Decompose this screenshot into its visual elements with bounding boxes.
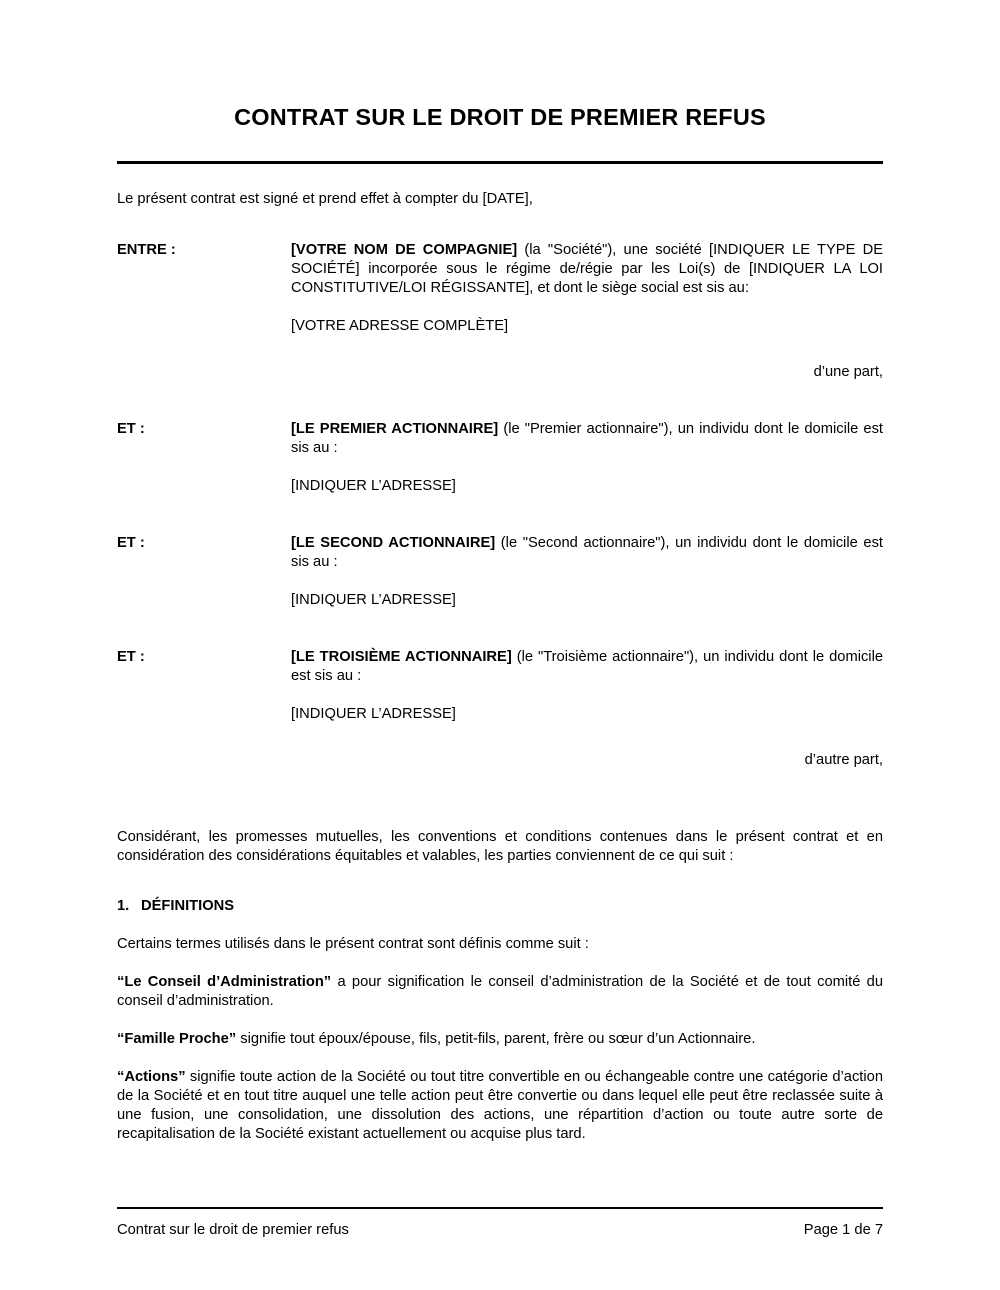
first-shareholder-description-text: (le "Premier actionnaire"), un individu dont le domicile est sis au : (291, 421, 883, 457)
party-description-company (291, 241, 883, 298)
definition-text: a pour signification le conseil d’administration de la Société et de tout comité du conseil d’administration. (117, 974, 883, 1010)
second-shareholder-address-placeholder: [INDIQUER L’ADRESSE] (291, 592, 456, 609)
second-shareholder-description-text: (le "Second actionnaire"), un individu dont le domicile est sis au : (291, 535, 883, 571)
party-block-second-shareholder (117, 534, 883, 610)
parties-section (117, 241, 883, 770)
definition-text: signifie toute action de la Société ou tout titre convertible en ou échangeable contre une catégorie d’action de la Société et en tout titre auquel une telle action peut être convertie ou dans lequel elle peut être reclassée suite à une fusion, une consolidation, une dissolution des actions, une répartition d’action ou toute autre sorte de recapitalisation de la Société existant actuellement ou acquise plus tard. (117, 1069, 883, 1143)
party-block-company (117, 241, 883, 382)
company-address-placeholder: [VOTRE ADRESSE COMPLÈTE] (291, 318, 509, 335)
party-block-third-shareholder (117, 648, 883, 770)
party-block-first-shareholder (117, 420, 883, 496)
footer-page-number: Page 1 de 7 (803, 1221, 883, 1238)
first-shareholder-address-placeholder: [INDIQUER L’ADRESSE] (291, 478, 456, 495)
footer-row (117, 1209, 883, 1240)
party-side-une-part: d’une part, (813, 364, 883, 381)
definition-term: “Actions” (117, 1069, 186, 1086)
definition-term: “Le Conseil d’Administration” (117, 974, 332, 991)
party-label-et-second: ET : (117, 535, 145, 552)
party-description-first-shareholder (291, 420, 883, 458)
second-shareholder-name-placeholder: [LE SECOND ACTIONNAIRE] (291, 535, 496, 552)
party-label-entre: ENTRE : (117, 242, 176, 259)
party-label-et-first: ET : (117, 421, 145, 438)
definition-actions (117, 1068, 883, 1144)
footer-document-name: Contrat sur le droit de premier refus (117, 1221, 349, 1238)
section-heading-definitions (117, 897, 883, 916)
section-number: 1. (117, 898, 130, 915)
definition-conseil-administration (117, 973, 883, 1011)
definition-text: signifie tout époux/épouse, fils, petit-fils, parent, frère ou sœur d’un Actionnaire. (236, 1031, 756, 1048)
third-shareholder-address-placeholder: [INDIQUER L’ADRESSE] (291, 706, 456, 723)
party-side-autre-part: d’autre part, (804, 752, 883, 769)
page-content (117, 0, 883, 1144)
company-name-placeholder: [VOTRE NOM DE COMPAGNIE] (291, 242, 518, 259)
third-shareholder-name-placeholder: [LE TROISIÈME ACTIONNAIRE] (291, 649, 512, 666)
party-description-third-shareholder (291, 648, 883, 686)
page-title: CONTRAT SUR LE DROIT DE PREMIER REFUS (234, 104, 766, 130)
page-footer (117, 1207, 883, 1240)
section-title: DÉFINITIONS (141, 898, 235, 915)
recital-paragraph: Considérant, les promesses mutuelles, les conventions et conditions contenues dans le présent contrat et en considération des considérations équitables et valables, les parties conviennent de ce qui suit : (117, 829, 883, 865)
party-description-second-shareholder (291, 534, 883, 572)
definitions-lead-in: Certains termes utilisés dans le présent contrat sont définis comme suit : (117, 936, 589, 953)
first-shareholder-name-placeholder: [LE PREMIER ACTIONNAIRE] (291, 421, 499, 438)
intro-paragraph: Le présent contrat est signé et prend effet à compter du [DATE], (117, 191, 533, 208)
party-label-et-third: ET : (117, 649, 145, 666)
company-description-text: (la "Société"), une société [INDIQUER LE TYPE DE SOCIÉTÉ] incorporée sous le régime de/régie par les Loi(s) de [INDIQUER LA LOI CONSTITUTIVE/LOI RÉGISSANTE], et dont le siège social est sis au: (291, 242, 883, 297)
definition-term: “Famille Proche” (117, 1031, 237, 1048)
definition-famille-proche (117, 1030, 883, 1049)
third-shareholder-description-text: (le "Troisième actionnaire"), un individu dont le domicile est sis au : (291, 649, 884, 685)
